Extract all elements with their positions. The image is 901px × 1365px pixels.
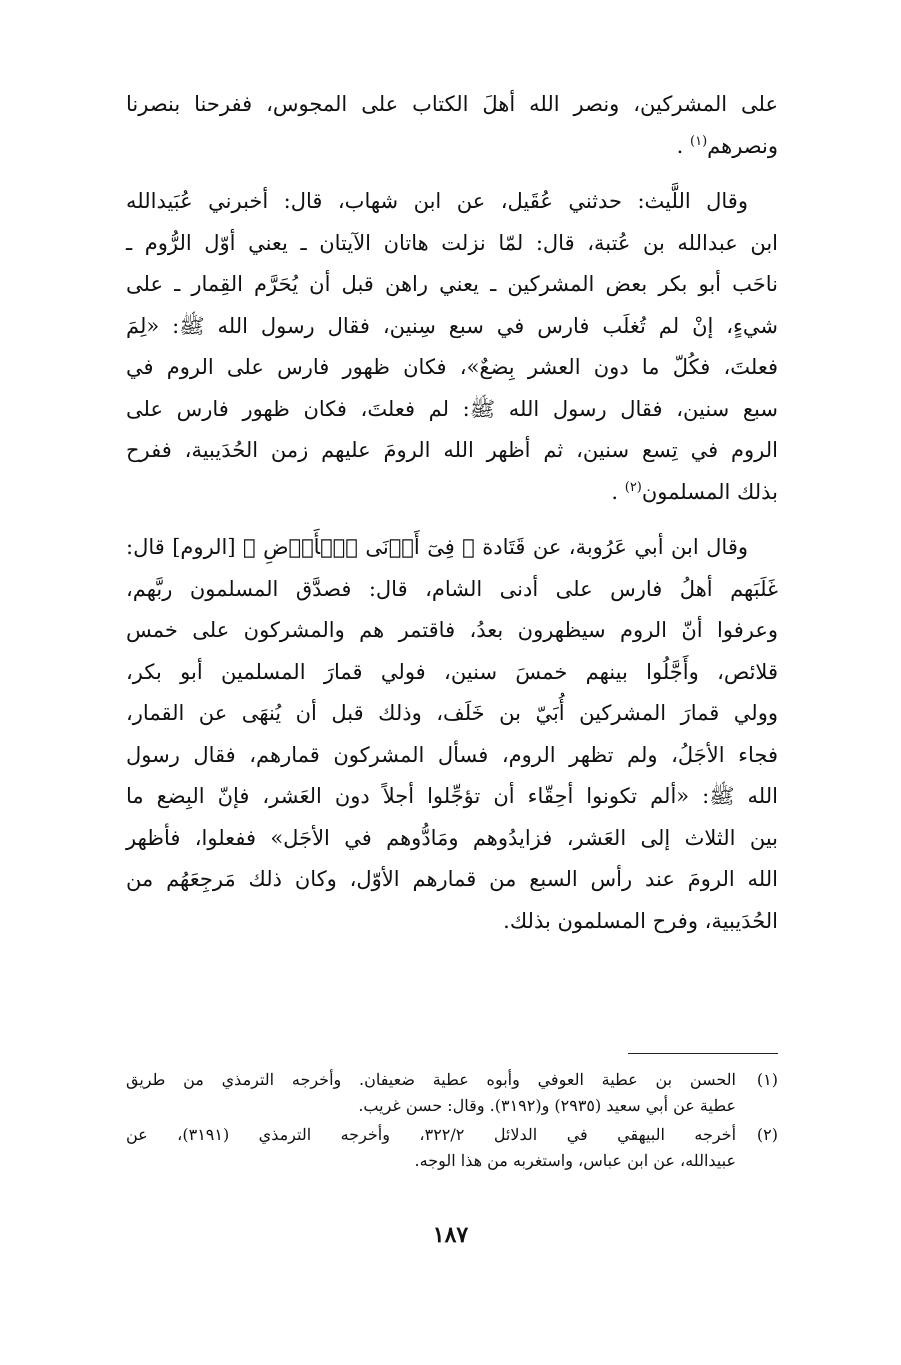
footnote-number: (١): [756, 1070, 778, 1089]
footnotes: [126, 1067, 778, 1177]
paragraph-3: [126, 527, 778, 942]
footnote-separator: [628, 1053, 778, 1054]
text-line: على المشركين، ونصر الله أهلَ الكتاب على المجوس، ففرحنا بنصرنا: [126, 92, 778, 116]
text-line: الله الرومَ عند رأس السبع من قمارهم الأوّل، وكان ذلك مَرجِعَهُم من: [126, 867, 778, 891]
footnote-number: (٢): [756, 1125, 778, 1144]
text-line: سبع سنين، فقال رسول الله ﷺ: لم فعلتَ، فكان ظهور فارس على: [126, 396, 778, 421]
footnote-text: [126, 1067, 736, 1118]
text-line: فعلتَ، فكُلّ ما دون العشر بِضعٌ»، فكان ظهور فارس على الروم في: [126, 355, 778, 379]
text-line: بين الثلاث إلى العَشر، فزايدُوهم ومَادُّوهم في الأجَل» ففعلوا، فأظهر: [126, 825, 778, 850]
footnote-line: عطية عن أبي سعيد (٢٩٣٥) و(٣١٩٢). وقال: حسن غريب.: [358, 1095, 736, 1115]
footnote-line: عبيدالله، عن ابن عباس، واستغربه من هذا الوجه.: [414, 1150, 736, 1170]
text-line: ونصرهم: [707, 133, 778, 158]
text-line: بذلك المسلمون: [641, 479, 778, 504]
text-line: غَلَبَهم أهلُ فارس على أدنى الشام، قال: فصدَّق المسلمون ربَّهم،: [126, 576, 778, 601]
text-line: وولي قمارَ المشركين أُبَيّ بن خَلَف، وذلك قبل أن يُنهَى عن القمار،: [126, 701, 778, 725]
paragraph-1: [126, 84, 778, 167]
text-line-last: [126, 126, 778, 168]
footnote-line: الحسن بن عطية العوفي وأبوه عطية ضعيفان. وأخرجه الترمذي من طريق: [126, 1070, 736, 1089]
footnote-ref-2[interactable]: (٢): [624, 479, 642, 495]
page-number: ١٨٧: [432, 1222, 469, 1248]
text-line: شيءٍ، إنْ لم تُغلَب فارس في سبع سِنين، فقال رسول الله ﷺ: «لِمَ: [126, 313, 778, 338]
text-line: فجاء الأجَلُ، ولم تظهر الروم، فسأل المشركون قمارهم، فقال رسول: [126, 742, 778, 767]
text-line: وقال اللَّيث: حدثني عُقَيل، عن ابن شهاب، قال: أخبرني عُبَيدالله: [126, 189, 748, 213]
text-line: قلائص، وأَجَّلُوا بينهم خمسَ سنين، فولي قمارَ المسلمين أبو بكر،: [126, 659, 778, 684]
text-line: ناحَب أبو بكر بعض المشركين ـ يعني راهن قبل أن يُحَرَّم القِمار ـ على: [126, 272, 778, 296]
main-text: [126, 84, 778, 956]
footnote-item: [126, 1122, 778, 1173]
text-line: وقال ابن أبي عَرُوبة، عن قَتَادة ﴿ فِىٓ أَدۡنَى ٱلۡأَرۡضِ ﴾ [الروم] قال:: [126, 535, 748, 559]
text-line-last: [126, 472, 778, 514]
text-line: الله ﷺ: «ألم تكونوا أحِقّاء أن تؤجِّلوا أجلاً دون العَشر، فإنّ البِضع ما: [126, 784, 778, 808]
text-line: الروم في تِسع سنين، ثم أظهر الله الرومَ عليهم زمن الحُدَيبية، ففرح: [126, 438, 778, 462]
text-line: وعرفوا أنّ الروم سيظهرون بعدُ، فاقتمر هم والمشركون على خمس: [126, 618, 778, 642]
text-line: ابن عبدالله بن عُتبة، قال: لمّا نزلت هاتان الآيتان ـ يعني أوّل الرُّوم ـ: [126, 230, 778, 255]
footnote-item: [126, 1067, 778, 1118]
footnote-text: [126, 1122, 736, 1173]
paragraph-2: [126, 181, 778, 513]
text-line-last: الحُدَيبية، وفرح المسلمون بذلك.: [503, 908, 778, 933]
paragraph-tail: .: [676, 133, 691, 158]
footnote-line: أخرجه البيهقي في الدلائل ٣٢٢/٢، وأخرجه الترمذي (٣١٩١)، عن: [126, 1125, 737, 1144]
footnote-ref-1[interactable]: (١): [690, 133, 708, 149]
paragraph-tail: .: [611, 479, 625, 504]
